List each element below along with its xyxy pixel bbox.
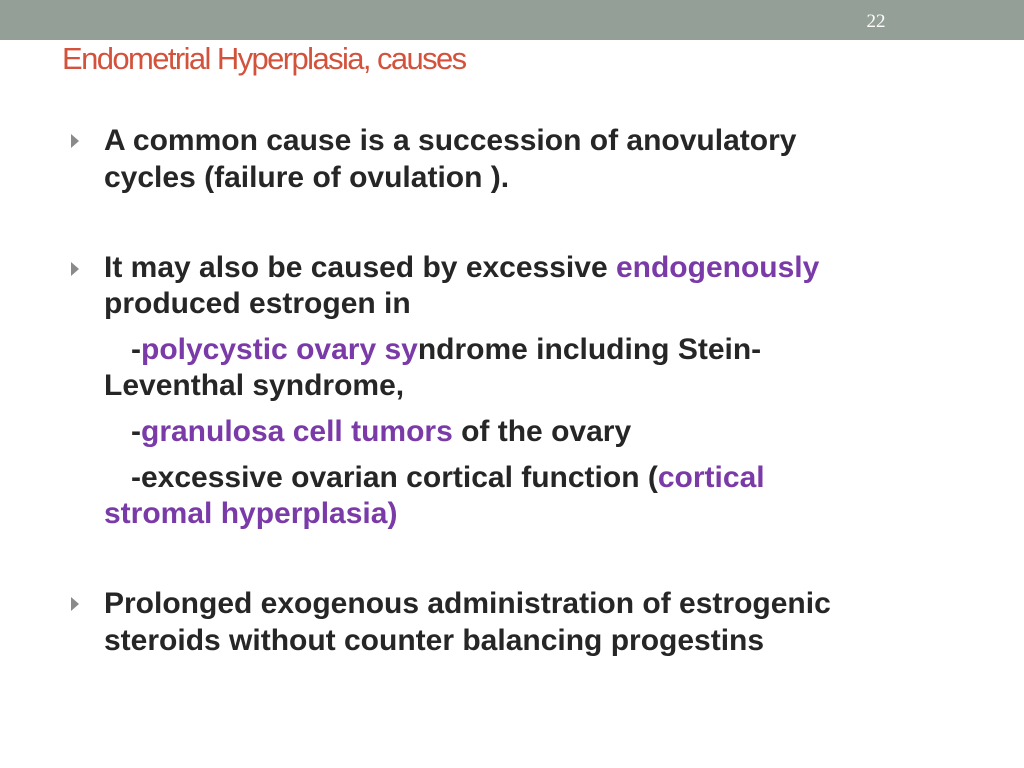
triangle-right-icon	[71, 262, 79, 276]
highlight-granulosa: granulosa cell tumors	[141, 415, 453, 448]
sub-item-pcos-cont: Leventhal syndrome,	[104, 369, 405, 402]
sub-item-dash: -	[131, 333, 141, 366]
triangle-right-icon	[71, 134, 79, 148]
bullet-3-line-2: steroids without counter balancing progestins	[104, 624, 765, 657]
sub-item-pcos	[104, 332, 944, 368]
bullet-2-text: It may also be caused by excessive	[104, 251, 616, 284]
sub-item-granulosa	[104, 414, 944, 450]
sub-item-text: of the ovary	[452, 415, 632, 448]
slide-number: 22	[866, 11, 886, 32]
bullet-2-line-1	[104, 250, 944, 286]
bullet-3-line-1: Prolonged exogenous administration of estrogenic	[104, 587, 831, 620]
bullet-1	[104, 122, 944, 196]
sub-item-cortical	[104, 460, 944, 496]
highlight-stromal-hyperplasia: stromal hyperplasia)	[104, 497, 398, 530]
highlight-cortical: cortical	[657, 461, 765, 494]
highlight-pcos: polycystic ovary sy	[141, 333, 418, 366]
sub-item-text: -excessive ovarian cortical function (	[131, 461, 658, 494]
bullet-2-line-2: produced estrogen in	[104, 287, 411, 320]
bullet-3	[104, 585, 944, 659]
sub-item-text: ndrome including Stein-	[417, 333, 762, 366]
bullet-2	[104, 250, 944, 532]
bullet-1-line-1: A common cause is a succession of anovulatory	[104, 124, 797, 157]
triangle-right-icon	[71, 597, 79, 611]
bullet-1-line-2: cycles (failure of ovulation ).	[104, 161, 510, 194]
header-bar	[0, 0, 1024, 40]
slide-title: Endometrial Hyperplasia, causes	[62, 41, 466, 76]
highlight-endogenously: endogenously	[615, 251, 820, 284]
sub-item-dash: -	[131, 415, 141, 448]
